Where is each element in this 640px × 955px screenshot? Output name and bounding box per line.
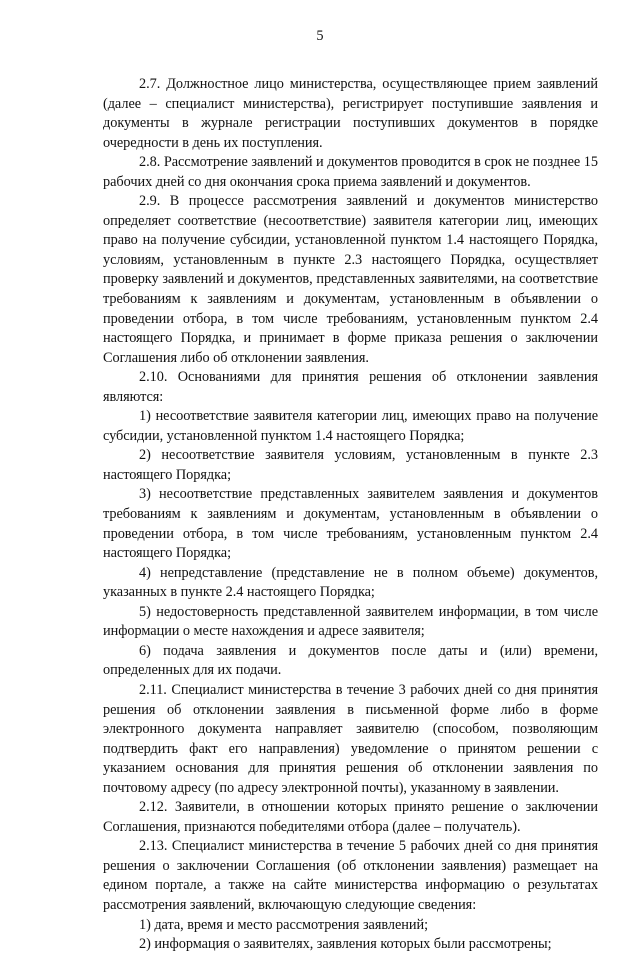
list-item-4: 4) непредставление (представление не в полном объеме) документов, указанных в пункте 2.4 настоящего Порядка; [103, 564, 598, 601]
list-item-5: 5) недостоверность представленной заявителем информации, в том числе информации о месте нахождения и адресе заявителя; [103, 603, 598, 640]
document-body [103, 75, 598, 955]
list-item-2: 2) несоответствие заявителя условиям, установленным в пункте 2.3 настоящего Порядка; [103, 447, 598, 483]
info-item-1: 1) дата, время и место рассмотрения заявлений; [139, 916, 428, 933]
paragraph-2-11: 2.11. Специалист министерства в течение 3 рабочих дней со дня принятия решения об отклонении заявления в письменной форме либо в форме электронного документа направляет заявителю (способом, позволяющим подтвердить факт его направления) уведомление о принятом решении с указанием основания для принятия решения об отклонении заявления по почтовому адресу (по адресу электронной почты), указанному в заявлении. [103, 681, 598, 796]
list-item-6: 6) подача заявления и документов после даты и (или) времени, определенных для их подачи. [103, 642, 598, 679]
list-item-3: 3) несоответствие представленных заявителем заявления и документов требованиям к заявлениям и документам, установленным в объявлении о проведении отбора, в том числе требованиям, установленным пунктом 2.4 настоящего Порядка; [103, 486, 598, 562]
info-item-2: 2) информация о заявителях, заявления которых были рассмотрены; [139, 936, 552, 953]
paragraph-2-12: 2.12. Заявители, в отношении которых принято решение о заключении Соглашения, признаются победителями отбора (далее – получатель). [103, 799, 598, 835]
list-item-1: 1) несоответствие заявителя категории лиц, имеющих право на получение субсидии, установленной пунктом 1.4 настоящего Порядка; [103, 408, 598, 444]
paragraph-2-8: 2.8. Рассмотрение заявлений и документов проводится в срок не позднее 15 рабочих дней со дня окончания срока приема заявлений и документов. [103, 154, 598, 190]
paragraph-2-7: 2.7. Должностное лицо министерства, осуществляющее прием заявлений (далее – специалист министерства), регистрирует поступившие заявления и документы в журнале регистрации поступивших документов в порядке очередности в день их поступления. [103, 76, 598, 151]
paragraph-2-13: 2.13. Специалист министерства в течение 5 рабочих дней со дня принятия решения о заключении Соглашения (об отклонении заявления) размещает на едином портале, а также на сайте министерства информацию о результатах рассмотрения заявлений, включающую следующие сведения: [103, 838, 598, 913]
paragraph-2-10: 2.10. Основаниями для принятия решения об отклонении заявления являются: [103, 369, 598, 405]
page-number: 5 [316, 28, 324, 44]
paragraph-2-9: 2.9. В процессе рассмотрения заявлений и документов министерство определяет соответствие (несоответствие) заявителя категории лиц, имеющих право на получение субсидии, установленной пунктом 1.4 настоящего Порядка, условиям, установленным в пункте 2.3 настоящего Порядка, осуществляет проверку заявлений и документов, представленных заявителями, на соответствие требованиям к заявлениям и документам, установленным в объявлении о проведении отбора, в том числе требованиям, установленным пунктом 2.4 настоящего Порядка, и принимает в форме приказа решения о заключении Соглашения либо об отклонении заявления. [103, 193, 598, 366]
